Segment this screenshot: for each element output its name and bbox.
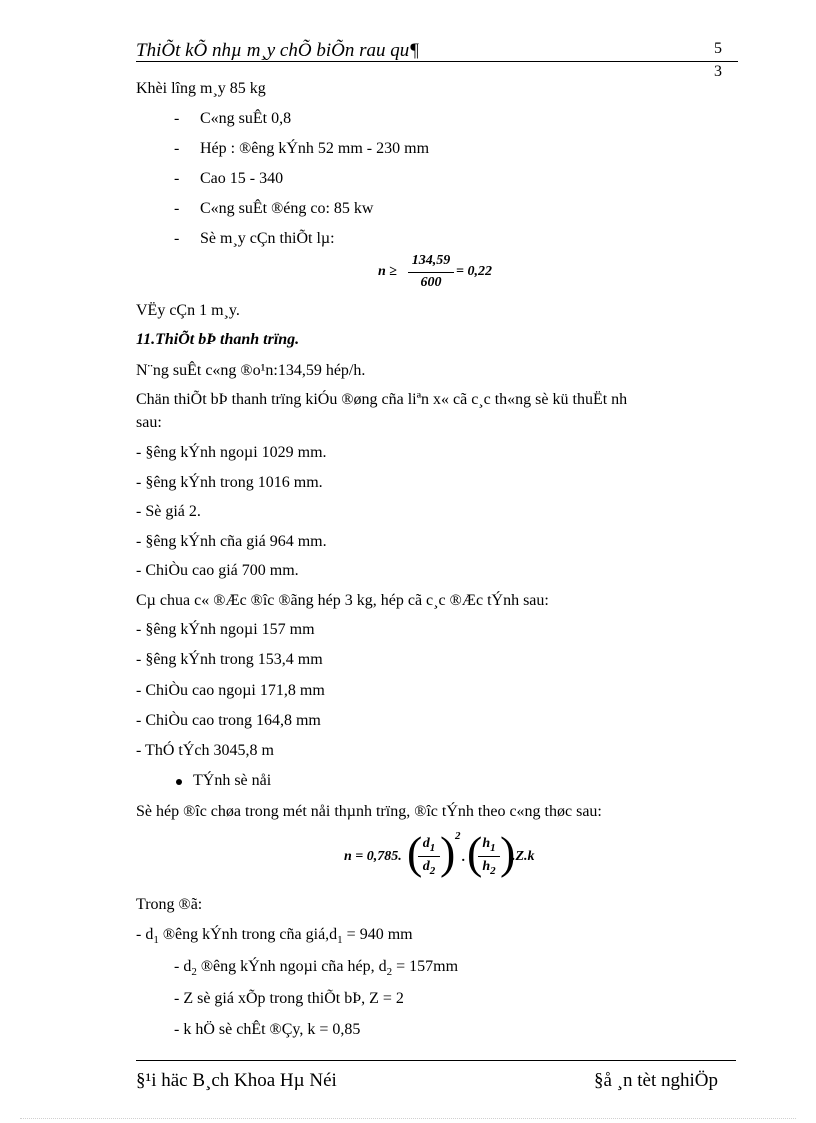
left-paren: (	[467, 827, 483, 878]
formula-tail: .Z.k	[512, 849, 535, 864]
spec-item: - ChiÒu cao ngoµi 171,8 mm	[136, 682, 325, 699]
left-paren: (	[407, 827, 423, 878]
spec-item: - §êng kÝnh trong 153,4 mm	[136, 651, 323, 668]
footer-university: §¹i häc B¸ch Khoa Hµ Néi	[136, 1070, 337, 1091]
dash-marker: -	[174, 170, 180, 187]
formula-h1: $h_1$	[482, 836, 496, 854]
spec-item: - Sè giá 2.	[136, 503, 201, 520]
spec-item: - §êng kÝnh ngoµi 1029 mm.	[136, 444, 327, 461]
footer-rule	[136, 1060, 736, 1061]
fraction-bar	[478, 856, 500, 857]
formula-lhs: n ≥	[378, 264, 397, 279]
list-item: Sè m¸y cÇn thiÕt lµ:	[200, 230, 335, 247]
formula-denominator: 600	[420, 275, 442, 290]
list-item: C«ng suÊt ®éng co: 85 kw	[200, 200, 374, 217]
fraction-bar	[418, 856, 440, 857]
page-number-bottom: 3	[714, 63, 722, 80]
text-line: Trong ®ã:	[136, 896, 203, 913]
bullet-icon	[176, 779, 182, 785]
formula-dot: .	[462, 850, 466, 865]
formula-numerator: 134,59	[411, 253, 451, 268]
definition-item: - $d_1$ ®êng kÝnh trong cña $giá,d_1 = 940$ mm	[136, 926, 413, 947]
spec-item: - §êng kÝnh cña giá 964 mm.	[136, 533, 327, 550]
list-item: Cao 15 - 340	[200, 170, 284, 187]
dash-marker: -	[174, 200, 180, 217]
formula-d1: $d_1$	[422, 836, 436, 854]
spec-item: - ChiÒu cao trong 164,8 mm	[136, 712, 321, 729]
dash-marker: -	[174, 230, 180, 247]
dash-marker: -	[174, 140, 180, 157]
spec-item: - §êng kÝnh ngoµi 157 mm	[136, 621, 315, 638]
spec-item: - §êng kÝnh trong 1016 mm.	[136, 474, 323, 491]
dash-marker: -	[174, 110, 180, 127]
right-paren: )	[440, 827, 456, 878]
header-title: ThiÕt kÕ nhµ m¸y chÕ biÕn rau qu¶	[136, 40, 420, 61]
section-heading: 11.ThiÕt bÞ thanh trïng.	[136, 331, 300, 348]
formula-rhs: = 0,22	[456, 264, 492, 279]
definition-item: - $d_2$ ®êng kÝnh ngoµi cña hép, $d_2 = 157mm$	[174, 958, 459, 979]
page-number-top: 5	[714, 40, 722, 57]
text-line: sau:	[136, 414, 162, 431]
list-item: Hép : ®êng kÝnh 52 mm - 230 mm	[200, 140, 430, 157]
list-item: C«ng suÊt 0,8	[200, 110, 292, 127]
text-line: Khèi lîng m¸y 85 kg	[136, 80, 266, 97]
formula-d2: $d_2$	[422, 859, 436, 877]
formula-exponent: 2	[455, 830, 461, 842]
fraction-bar	[408, 272, 454, 273]
text-line: Cµ chua c« ®Æc ®îc ®ãng hép 3 kg, hép cã c¸c ®Æc tÝnh sau:	[136, 592, 549, 609]
formula-h2: $h_2$	[482, 859, 496, 877]
spec-item: - ChiÒu cao giá 700 mm.	[136, 562, 299, 579]
bullet-item: TÝnh sè nåi	[193, 772, 272, 789]
definition-item: - k hÖ sè chÊt ®Çy, k = 0,85	[174, 1021, 361, 1038]
header-rule	[136, 61, 738, 62]
text-line: VËy cÇn 1 m¸y.	[136, 302, 240, 319]
text-line: Sè hép ®îc chøa trong mét nåi thµnh trïng, ®îc tÝnh theo c«ng thøc sau:	[136, 803, 602, 820]
text-line: N¨ng suÊt c«ng ®o¹n:134,59 hép/h.	[136, 362, 366, 379]
formula-lhs: n = 0,785.	[344, 849, 402, 864]
spec-item: - ThÓ tÝch 3045,8 m	[136, 742, 274, 759]
definition-item: - Z sè giá xÕp trong thiÕt bÞ, Z = 2	[174, 990, 404, 1007]
right-paren: )	[500, 827, 516, 878]
page-bottom-border	[20, 1118, 796, 1119]
text-line: Chän thiÕt bÞ thanh trïng kiÓu ®øng cña liªn x« cã c¸c th«ng sè kü thuËt nh	[136, 391, 628, 408]
footer-thesis-label: §å ¸n tèt nghiÖp	[594, 1070, 719, 1091]
